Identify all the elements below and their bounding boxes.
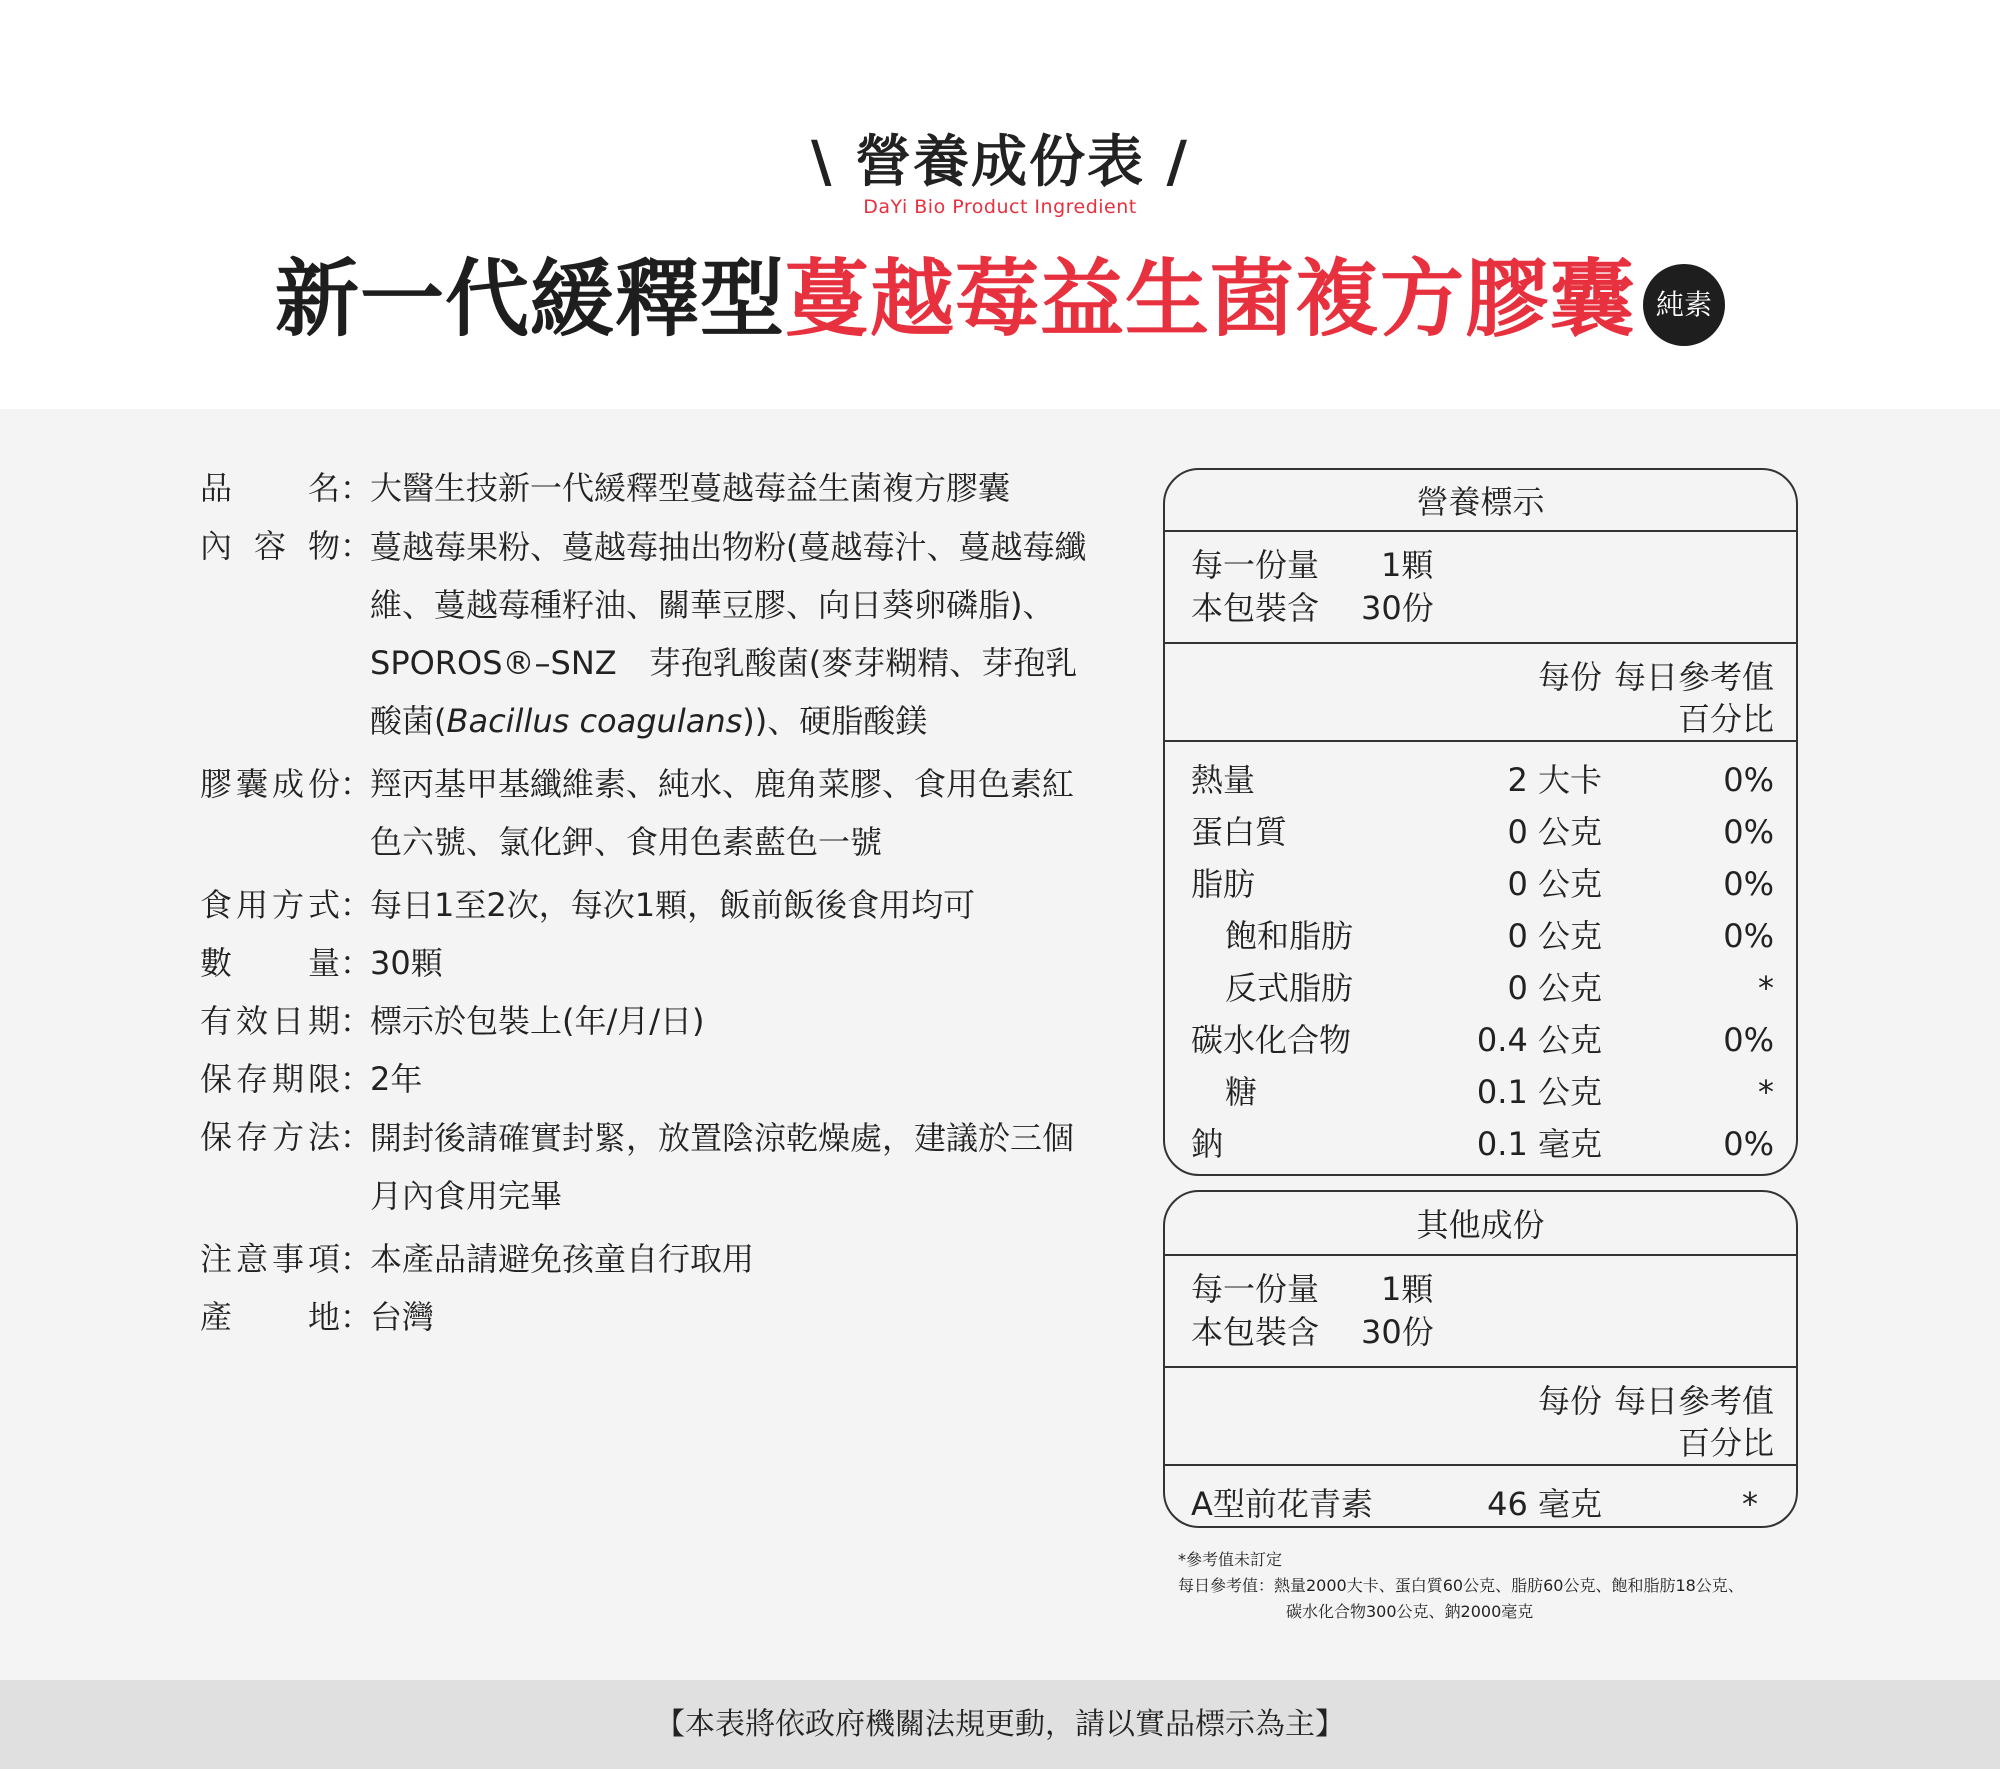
info-colon: ：: [340, 1239, 373, 1278]
nutrient-amount: 0 公克: [1507, 865, 1602, 903]
subtitle: DaYi Bio Product Ingredient: [863, 196, 1137, 218]
bottom-notice: 【本表將依政府機關法規更動，請以實品標示為主】: [0, 1680, 2000, 1769]
info-value: 大醫生技新一代緩釋型蔓越莓益生菌複方膠囊: [370, 469, 1011, 507]
ingredient-amount: 46 毫克: [1487, 1485, 1602, 1523]
servings-per-package-label: 本包裝含: [1191, 589, 1320, 627]
per-serving-header: 每份: [1537, 1382, 1602, 1420]
nutrient-amount: 0.1 毫克: [1476, 1125, 1602, 1163]
nutrition-column-header: [1165, 644, 1796, 742]
nutrient-amount: 0 公克: [1507, 813, 1602, 851]
info-row-contents: [200, 523, 1100, 750]
nutrient-row: [1165, 858, 1796, 910]
info-colon: ：: [340, 886, 373, 924]
ingredient-daily-value: *: [1742, 1485, 1758, 1523]
nutrition-title: 營養標示: [1165, 470, 1796, 532]
contents-text: 蔓越莓果粉、蔓越莓抽出物粉(蔓越莓汁、蔓越莓纖維、蔓越莓種籽油、關華豆膠、向日葵卵磷脂)、SPOROS®–SNZ 芽孢乳酸菌(麥芽糊精、芽孢乳酸菌(: [370, 527, 1087, 740]
info-label: 注意事項: [200, 1239, 340, 1278]
info-row-shelf-life: [200, 1056, 1100, 1103]
nutrient-row: [1165, 1066, 1796, 1118]
other-ingredients-title: 其他成份: [1165, 1192, 1796, 1256]
daily-value-header-line2: 百分比: [1677, 700, 1774, 738]
nutrient-row: [1165, 1014, 1796, 1066]
info-row-origin: [200, 1294, 1100, 1341]
other-ingredients-box: [1163, 1190, 1798, 1528]
product-title-prefix: 新一代緩釋型: [274, 250, 785, 348]
daily-value-header-line1: 每日參考值: [1613, 658, 1774, 696]
servings-per-package-row: [1191, 1311, 1796, 1354]
nutrient-daily-value: 0%: [1723, 813, 1774, 851]
servings-per-package-row: [1191, 587, 1796, 630]
info-colon: ：: [340, 1297, 373, 1336]
serving-info: [1165, 532, 1796, 644]
info-colon: ：: [340, 1118, 373, 1156]
info-value: 台灣: [370, 1297, 435, 1336]
nutrient-daily-value: *: [1758, 969, 1774, 1007]
info-label: 膠囊成份: [200, 764, 340, 803]
nutrient-amount: 0.1 公克: [1476, 1073, 1602, 1111]
nutrient-daily-value: 0%: [1723, 1125, 1774, 1163]
nutrient-daily-value: 0%: [1723, 865, 1774, 903]
info-row-name: [200, 465, 1100, 512]
nutrient-daily-value: 0%: [1723, 1021, 1774, 1059]
content-panel: [0, 409, 2000, 1680]
info-value: 羥丙基甲基纖維素、純水、鹿角菜膠、食用色素紅色六號、氯化鉀、食用色素藍色一號: [370, 765, 1075, 861]
serving-size-label: 每一份量: [1191, 1270, 1320, 1308]
info-row-usage: [200, 882, 1100, 929]
daily-value-header-line2: 百分比: [1677, 1424, 1774, 1462]
info-label: 產地: [200, 1297, 340, 1336]
nutrient-name: 碳水化合物: [1191, 1021, 1352, 1059]
info-colon: ：: [340, 527, 373, 565]
nutrient-name: 糖: [1225, 1073, 1258, 1111]
info-row-storage: [200, 1114, 1100, 1225]
info-row-capsule: [200, 761, 1100, 872]
info-value: [370, 518, 1100, 750]
nutrient-amount: 2 大卡: [1507, 761, 1602, 799]
info-colon: ：: [340, 764, 373, 803]
nutrient-name: 鈉: [1191, 1125, 1224, 1163]
latin-name: Bacillus coagulans: [446, 701, 743, 740]
servings-per-package-value: 30份: [1361, 1313, 1434, 1351]
info-value: 2年: [370, 1060, 423, 1098]
nutrition-facts-box: [1163, 468, 1798, 1176]
footnotes: [1178, 1547, 1744, 1625]
nutrient-name: 熱量: [1191, 761, 1256, 799]
daily-value-header: [1574, 656, 1774, 740]
serving-size-row: [1191, 1268, 1796, 1311]
servings-per-package-value: 30份: [1361, 589, 1434, 627]
info-value: 每日1至2次，每次1顆，飯前飯後食用均可: [370, 886, 976, 924]
info-value: 本產品請避免孩童自行取用: [370, 1239, 755, 1278]
nutrient-amount: 0 公克: [1507, 917, 1602, 955]
serving-size-row: [1191, 544, 1796, 587]
nutrient-name: 飽和脂肪: [1225, 917, 1354, 955]
daily-value-header: [1574, 1380, 1774, 1464]
info-value: 開封後請確實封緊，放置陰涼乾燥處，建議於三個月內食用完畢: [370, 1118, 1075, 1215]
header: [0, 0, 2000, 409]
info-colon: ：: [340, 469, 373, 507]
other-column-header: [1165, 1368, 1796, 1466]
servings-per-package-label: 本包裝含: [1191, 1313, 1320, 1351]
serving-size-label: 每一份量: [1191, 546, 1320, 584]
info-colon: ：: [340, 944, 373, 982]
nutrient-amount: 0 公克: [1507, 969, 1602, 1007]
info-label: 保存方法: [200, 1118, 340, 1156]
info-label: 食用方式: [200, 886, 340, 924]
nutrient-row: [1165, 910, 1796, 962]
footnote-line: 每日參考值：熱量2000大卡、蛋白質60公克、脂肪60公克、飽和脂肪18公克、: [1178, 1576, 1744, 1595]
product-title: [0, 232, 2000, 353]
product-title-highlight: 蔓越莓益生菌複方膠囊: [785, 250, 1636, 348]
serving-size-value: 1顆: [1381, 546, 1434, 584]
info-label: 有效日期: [200, 1002, 340, 1040]
section-title: \ 營養成份表 /: [811, 130, 1189, 195]
footnote-line: 碳水化合物300公克、鈉2000毫克: [1286, 1602, 1534, 1621]
serving-info: [1165, 1256, 1796, 1368]
nutrient-row: [1165, 806, 1796, 858]
ingredient-row: [1165, 1478, 1796, 1528]
nutrient-rows: [1165, 742, 1796, 1170]
daily-value-header-line1: 每日參考值: [1613, 1382, 1774, 1420]
info-label: 數量: [200, 944, 340, 982]
info-row-quantity: [200, 940, 1100, 987]
info-row-expiry: [200, 998, 1100, 1045]
nutrient-name: 脂肪: [1191, 865, 1256, 903]
contents-text-end: ))、硬脂酸鎂: [742, 701, 928, 740]
nutrient-row: [1165, 1118, 1796, 1170]
nutrient-row: [1165, 754, 1796, 806]
nutrient-amount: 0.4 公克: [1476, 1021, 1602, 1059]
info-label: 內容物: [200, 527, 340, 565]
nutrient-daily-value: *: [1758, 1073, 1774, 1111]
nutrient-daily-value: 0%: [1723, 917, 1774, 955]
info-value: 標示於包裝上(年/月/日): [370, 1002, 705, 1040]
info-row-caution: [200, 1236, 1100, 1283]
nutrient-daily-value: 0%: [1723, 761, 1774, 799]
ingredient-name: A型前花青素: [1191, 1485, 1373, 1523]
nutrient-name: 反式脂肪: [1225, 969, 1354, 1007]
nutrient-name: 蛋白質: [1191, 813, 1288, 851]
info-label: 保存期限: [200, 1060, 340, 1098]
product-info-list: [200, 465, 1100, 1352]
per-serving-header: 每份: [1537, 658, 1602, 696]
info-value: 30顆: [370, 944, 443, 982]
info-colon: ：: [340, 1060, 373, 1098]
serving-size-value: 1顆: [1381, 1270, 1434, 1308]
footnote-line: *參考值未訂定: [1178, 1550, 1283, 1569]
vegan-badge: 純素: [1643, 264, 1725, 346]
other-rows: [1165, 1466, 1796, 1528]
info-label: 品名: [200, 469, 340, 507]
info-colon: ：: [340, 1002, 373, 1040]
nutrient-row: [1165, 962, 1796, 1014]
